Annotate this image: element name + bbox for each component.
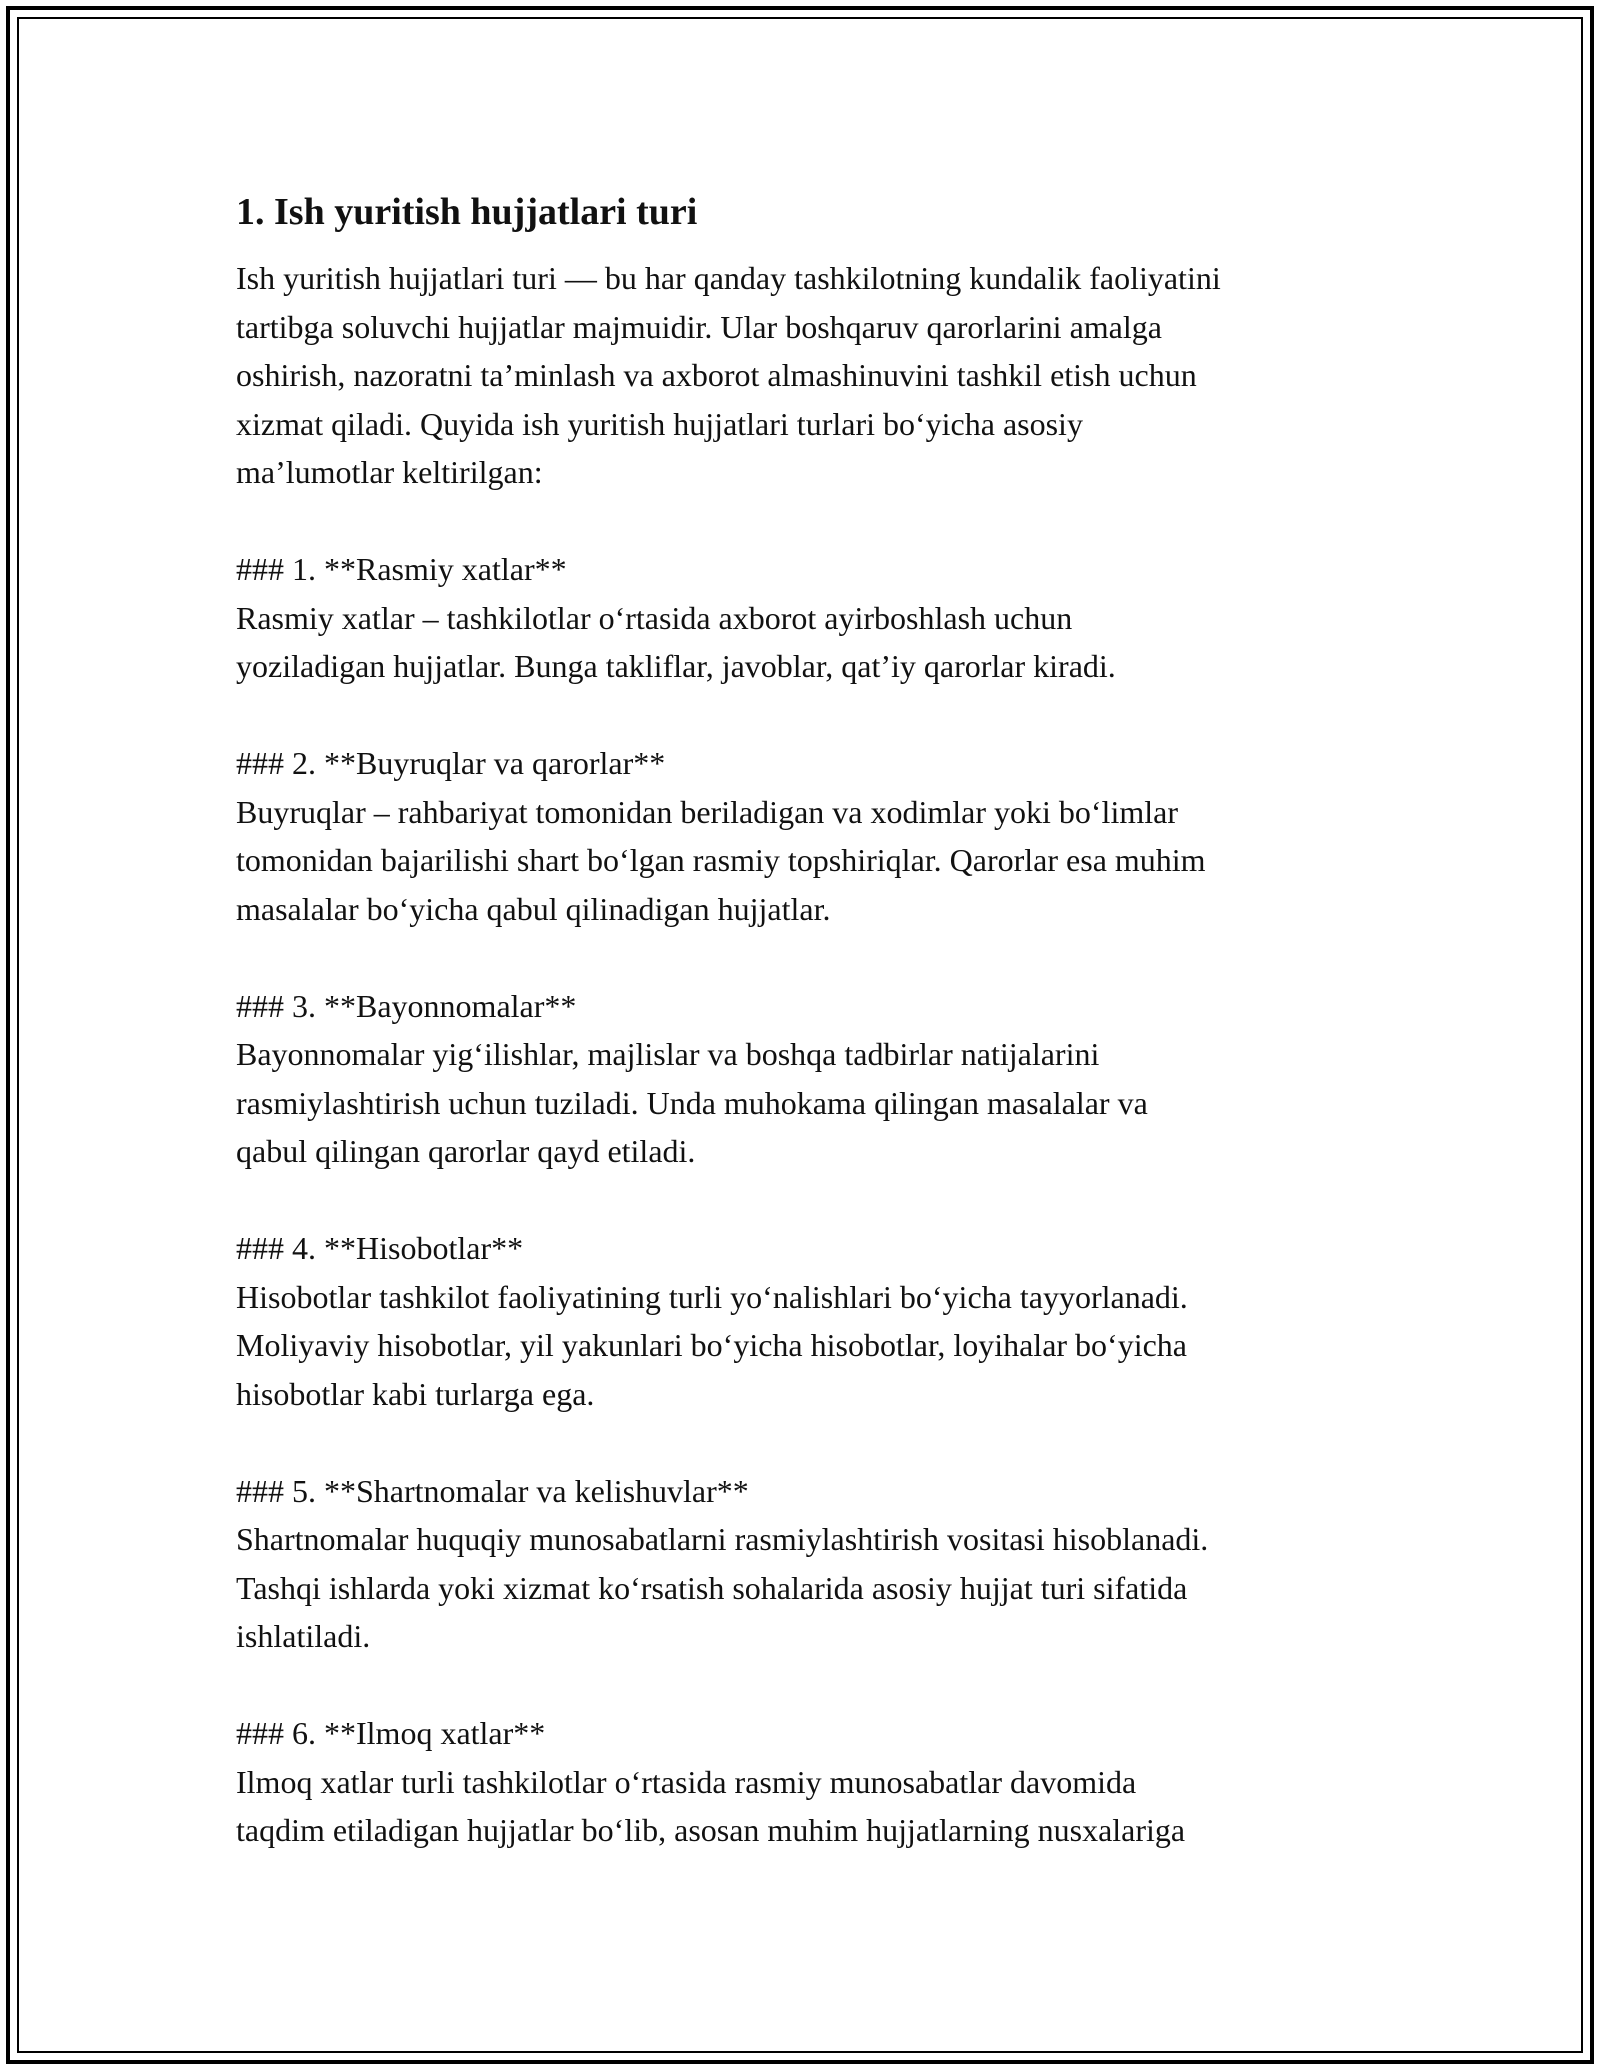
section-line: Buyruqlar – rahbariyat tomonidan beriladigan va xodimlar yoki bo‘limlar	[236, 793, 1178, 830]
intro-line: Ish yuritish hujjatlari turi — bu har qanday tashkilotning kundalik faoliyatini	[236, 260, 1221, 296]
section-line: yoziladigan hujjatlar. Bunga takliflar, javoblar, qat’iy qarorlar kiradi.	[236, 648, 1116, 684]
section-ilmoq-xatlar	[236, 1709, 1366, 1855]
section-line: rasmiylashtirish uchun tuziladi. Unda muhokama qilingan masalalar va	[236, 1084, 1148, 1121]
section-hisobotlar	[236, 1224, 1366, 1418]
section-line: Moliyaviy hisobotlar, yil yakunlari bo‘yicha hisobotlar, loyihalar bo‘yicha	[236, 1327, 1187, 1363]
section-line: masalalar bo‘yicha qabul qilinadigan hujjatlar.	[236, 890, 831, 927]
section-bayonnomalar	[236, 982, 1366, 1176]
section-heading: ### 2. **Buyruqlar va qarorlar**	[236, 745, 666, 781]
intro-line: xizmat qiladi. Quyida ish yuritish hujjatlari turlari bo‘yicha asosiy	[236, 405, 1083, 442]
section-heading: ### 6. **Ilmoq xatlar**	[236, 1715, 546, 1751]
section-line: ishlatiladi.	[236, 1618, 371, 1654]
intro-line: tartibga soluvchi hujjatlar majmuidir. Ular boshqaruv qarorlarini amalga	[236, 308, 1162, 345]
document-title: 1. Ish yuritish hujjatlari turi	[236, 191, 698, 233]
section-line: tomonidan bajarilishi shart bo‘lgan rasmiy topshiriqlar. Qarorlar esa muhim	[236, 842, 1206, 878]
section-line: Tashqi ishlarda yoki xizmat ko‘rsatish sohalarida asosiy hujjat turi sifatida	[236, 1569, 1188, 1606]
intro-line: ma’lumotlar keltirilgan:	[236, 454, 543, 490]
section-line: Shartnomalar huquqiy munosabatlarni rasmiylashtirish vositasi hisoblanadi.	[236, 1521, 1209, 1557]
section-line: qabul qilingan qarorlar qayd etiladi.	[236, 1133, 696, 1169]
section-line: Bayonnomalar yig‘ilishlar, majlislar va boshqa tadbirlar natijalarini	[236, 1036, 1100, 1072]
section-heading: ### 3. **Bayonnomalar**	[236, 987, 577, 1024]
section-buyruqlar	[236, 739, 1366, 933]
section-heading: ### 5. **Shartnomalar va kelishuvlar**	[236, 1472, 749, 1509]
section-line: Hisobotlar tashkilot faoliyatining turli yo‘nalishlari bo‘yicha tayyorlanadi.	[236, 1278, 1188, 1315]
section-heading: ### 1. **Rasmiy xatlar**	[236, 551, 567, 587]
section-line: taqdim etiladigan hujjatlar bo‘lib, asosan muhim hujjatlarning nusxalariga	[236, 1812, 1186, 1848]
intro-line: oshirish, nazoratni ta’minlash va axborot almashinuvini tashkil etish uchun	[236, 357, 1197, 393]
section-line: Ilmoq xatlar turli tashkilotlar o‘rtasida rasmiy munosabatlar davomida	[236, 1763, 1137, 1800]
section-line: Rasmiy xatlar – tashkilotlar o‘rtasida axborot ayirboshlash uchun	[236, 599, 1073, 636]
section-heading: ### 4. **Hisobotlar**	[236, 1230, 524, 1266]
section-shartnomalar	[236, 1467, 1366, 1661]
intro-paragraph	[236, 254, 1366, 497]
document-page	[236, 188, 1366, 1855]
section-line: hisobotlar kabi turlarga ega.	[236, 1375, 595, 1412]
section-rasmiy-xatlar	[236, 545, 1366, 691]
